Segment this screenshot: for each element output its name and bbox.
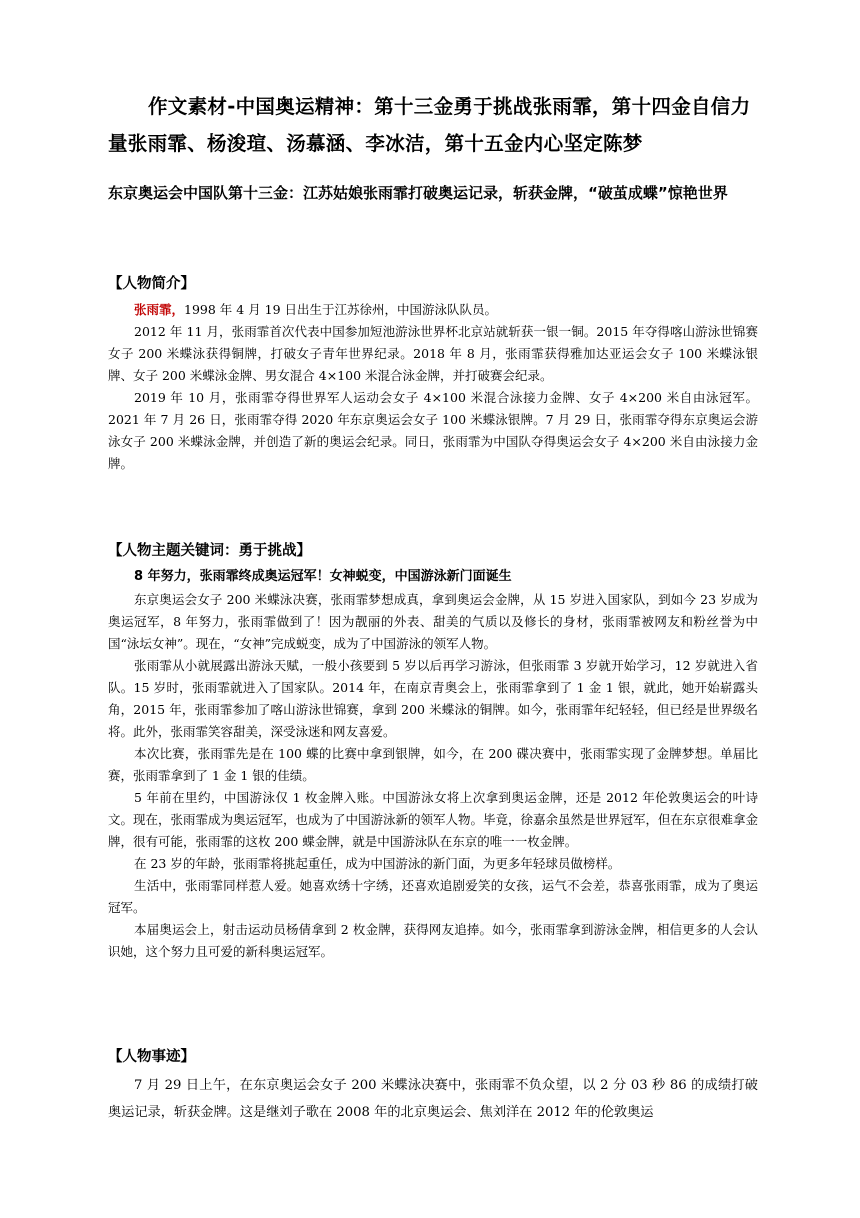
section-heading-deeds: 【人物事迹】 <box>108 1049 195 1065</box>
article-paragraph: 本次比赛，张雨霏先是在 100 蝶的比赛中拿到银牌，如今，在 200 碟决赛中，张雨霏实现了金牌梦想。单届比赛，张雨霏拿到了 1 金 1 银的佳绩。 <box>108 746 758 783</box>
article-paragraph: 生活中，张雨霏同样惹人爱。她喜欢绣十字绣，还喜欢追剧爱笑的女孩，运气不会差，恭喜张雨霏，成为了奥运冠军。 <box>108 878 758 915</box>
person-name: 张雨霏， <box>134 302 185 317</box>
document-title: 作文素材-中国奥运精神：第十三金勇于挑战张雨霏，第十四金自信力量张雨霏、杨浚瑄、汤慕涵、李冰洁，第十五金内心坚定陈梦 <box>108 95 751 155</box>
deeds-paragraph: 7 月 29 日上午，在东京奥运会女子 200 米蝶泳决赛中，张雨霏不负众望，以 2 分 03 秒 86 的成绩打破奥运记录，斩获金牌。这是继刘子歌在 2008 年的北京奥运会、焦刘洋在 2012 年的伦敦奥运 <box>108 1078 758 1120</box>
profile-intro <box>108 299 758 321</box>
profile-intro-text: 1998 年 4 月 19 日出生于江苏徐州，中国游泳队队员。 <box>184 302 498 317</box>
article-paragraph: 5 年前在里约，中国游泳仅 1 枚金牌入账。中国游泳女将上次拿到奥运金牌，还是 2012 年伦敦奥运会的叶诗文。现在，张雨霏成为奥运冠军，也成为了中国游泳新的领军人物。毕竟，徐嘉余虽然是世界冠军，但在东京很难拿金牌，很有可能，张雨霏的这枚 200 蝶金牌，就是中国游泳队在东京的唯一一枚金牌。 <box>108 790 759 849</box>
section-heading-keyword: 【人物主题关键词：勇于挑战】 <box>108 543 311 559</box>
deeds-section <box>108 1072 758 1126</box>
article-headline: 8 年努力，张雨霏终成奥运冠军！女神蜕变，中国游泳新门面诞生 <box>134 569 512 584</box>
profile-paragraph: 2019 年 10 月，张雨霏夺得世界军人运动会女子 4×100 米混合泳接力金牌、女子 4×200 米自由泳冠军。2021 年 7 月 26 日，张雨霏夺得 2020 年东京奥运会女子 100 米蝶泳银牌。7 月 29 日，张雨霏夺得东京奥运会游泳女子 200 米蝶泳金牌，并创造了新的奥运会纪录。同日，张雨霏为中国队夺得奥运会女子 4×200 米自由泳接力金牌。 <box>108 390 758 471</box>
document-subtitle: 东京奥运会中国队第十三金：江苏姑娘张雨霏打破奥运记录，斩获金牌，“破茧成蝶”惊艳世界 <box>108 184 728 202</box>
article-paragraph: 东京奥运会女子 200 米蝶泳决赛，张雨霏梦想成真，拿到奥运会金牌，从 15 岁进入国家队，到如今 23 岁成为奥运冠军，8 年努力，张雨霏做到了！因为靓丽的外表、甜美的气质以及修长的身材，张雨霏被网友和粉丝誉为中国“泳坛女神”。现在，“女神”完成蜕变，成为了中国游泳的领军人物。 <box>108 592 758 651</box>
keyword-section <box>108 565 758 963</box>
profile-paragraph: 2012 年 11 月，张雨霏首次代表中国参加短池游泳世界杯北京站就斩获一银一铜。2015 年夺得喀山游泳世锦赛女子 200 米蝶泳获得铜牌，打破女子青年世界纪录。2018 年 8 月，张雨霏获得雅加达亚运会女子 100 米蝶泳银牌、女子 200 米蝶泳金牌、男女混合 4×100 米混合泳金牌，并打破赛会纪录。 <box>108 324 758 383</box>
article-paragraph: 张雨霏从小就展露出游泳天赋，一般小孩要到 5 岁以后再学习游泳，但张雨霏 3 岁就开始学习，12 岁就进入省队。15 岁时，张雨霏就进入了国家队。2014 年，在南京青奥会上，张雨霏拿到了 1 金 1 银，就此，她开始崭露头角，2015 年，张雨霏参加了喀山游泳世锦赛，拿到 200 米蝶泳的铜牌。如今，张雨霏年纪轻轻，但已经是世界级名将。此外，张雨霏笑容甜美，深受泳迷和网友喜爱。 <box>108 658 758 739</box>
section-heading-profile: 【人物简介】 <box>108 276 195 292</box>
profile-section <box>108 299 758 475</box>
article-paragraph: 在 23 岁的年龄，张雨霏将挑起重任，成为中国游泳的新门面，为更多年轻球员做榜样。 <box>134 856 621 871</box>
article-paragraph: 本届奥运会上，射击运动员杨倩拿到 2 枚金牌，获得网友追捧。如今，张雨霏拿到游泳金牌，相信更多的人会认识她，这个努力且可爱的新科奥运冠军。 <box>108 922 758 959</box>
